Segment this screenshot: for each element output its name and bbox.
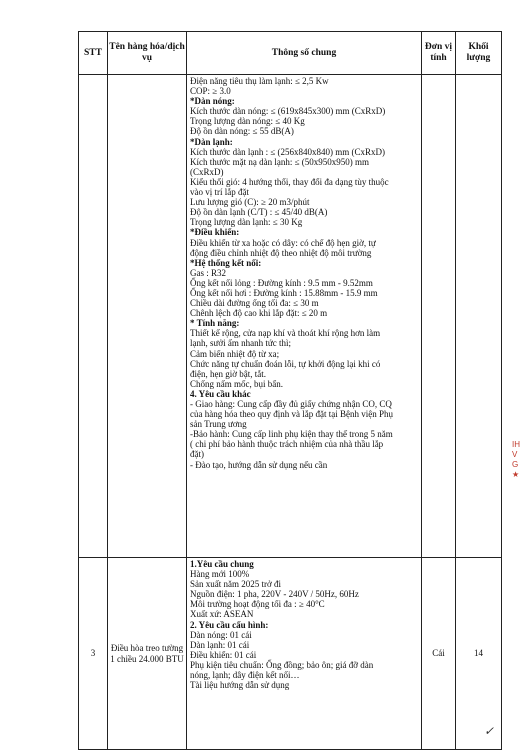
spec-line: Độ ồn dàn lạnh (C/T) : ≤ 45/40 dB(A) [190,207,328,218]
spec-line: Cảm biến nhiệt độ từ xa; [190,348,280,359]
spec-line: Sản xuất năm 2025 trở đi [190,579,281,590]
spec-line: Chiều dài đường ống tối đa: ≤ 30 m [190,298,319,309]
header-unit: Đơn vị tính [422,32,456,75]
unit-cell: Cái [422,558,456,750]
spec-line: Chức năng tự chuẩn đoán lỗi, tự khởi động lại khi có [190,358,381,369]
spec-line: sản Trung ương [190,419,247,430]
spec-section-heading: * Tính năng: [190,318,240,329]
stt-cell-empty [79,75,108,558]
spec-line: đặt) [190,449,204,460]
spec-cell [187,75,422,558]
name-cell-empty [108,75,187,558]
spec-line: Điều khiển từ xa hoặc có dây: có chế độ hẹn giờ, tự [190,237,376,248]
table-header-row [79,32,502,75]
spec-cell [187,558,422,750]
spec-line: Kích thước dàn nóng: ≤ (619x845x300) mm (CxRxD) [190,106,386,117]
spec-line: Xuất xứ: ASEAN [190,609,254,620]
quantity-cell: 14 [456,558,502,750]
spec-section-heading: *Điều khiển: [190,227,240,238]
spec-line: lạnh, sưởi ấm nhanh tức thì; [190,338,291,349]
spec-line: Hàng mới 100% [190,569,250,580]
spec-section-heading: 1.Yêu cầu chung [190,559,254,569]
unit-cell-empty [422,75,456,558]
stamp-fragment-text: G [512,460,519,469]
spec-line: Dàn lạnh: 01 cái [190,639,250,650]
spec-line: Nguồn điện: 1 pha, 220V - 240V / 50Hz, 60Hz [190,589,359,600]
spec-line: Thiết kế rộng, cửa nạp khí và thoát khí rộng hơn làm [190,328,381,339]
spec-line: - Giao hàng: Cung cấp đầy đủ giấy chứng nhận CO, CQ [190,399,392,409]
stt-cell: 3 [79,558,108,750]
spec-line: -Bảo hành: Cung cấp linh phụ kiện thay thế trong 5 năm [190,429,393,440]
stamp-star-icon: ★ [512,470,520,479]
spec-line: Kích thước dàn lạnh : ≤ (256x840x840) mm (CxRxD) [190,146,386,157]
table-row [79,558,502,750]
spec-line: Ống kết nối hơi : Đường kính : 15.88mm - 15.9 mm [190,287,378,298]
qty-cell-empty [456,75,502,558]
spec-line: Trọng lượng dàn lạnh: ≤ 30 Kg [190,217,303,228]
spec-line: Độ ồn dàn nóng: ≤ 55 dB(A) [190,126,294,137]
spec-line: của hàng hóa theo quy định và lắp đặt tại Bệnh viện Phụ [190,409,393,420]
spec-line: Kiểu thổi gió: 4 hướng thổi, thay đổi đa dạng tùy thuộc [190,176,389,187]
spec-line: Trọng lượng dàn nóng: ≤ 40 Kg [190,116,305,127]
spec-section-heading: 2. Yêu cầu cấu hình: [190,619,269,630]
spec-section-heading: *Dàn lạnh: [190,136,233,147]
spec-line: Chống nấm mốc, bụi bẩn. [190,378,283,389]
handwritten-initial-mark: ✓ [484,724,495,738]
spec-line: Ống kết nối lỏng : Đường kính : 9.5 mm - 9.52mm [190,277,373,288]
spec-line: Môi trường hoạt động tối đa : ≥ 40°C [190,599,325,610]
header-specification: Thông số chung [187,32,422,75]
header-stt: STT [79,32,108,75]
spec-line: Chênh lệch độ cao khi lắp đặt: ≤ 20 m [190,308,328,319]
spec-line: động điều chỉnh nhiệt độ theo nhiệt độ môi trường [190,247,372,258]
stamp-fragment-text: V [512,450,518,459]
spec-line: Gas : R32 [190,267,226,278]
spec-line: Phụ kiện tiêu chuẩn: Ống đồng; bảo ôn; giá đỡ dàn [190,659,374,670]
spec-line: Điện năng tiêu thụ làm lạnh: ≤ 2,5 Kw [190,76,329,86]
header-item-name: Tên hàng hóa/dịch vụ [108,32,187,75]
spec-line: vào vị trí lắp đặt [190,187,249,198]
spec-line: nóng, lạnh; dây điện kết nối… [190,670,300,681]
red-stamp-fragment [512,440,530,560]
spec-section-heading: *Hệ thống kết nối: [190,257,262,268]
item-name-cell: Điều hòa treo tường 1 chiều 24.000 BTU [108,558,187,750]
spec-line: Lưu lượng gió (C): ≥ 20 m3/phút [190,197,310,208]
spec-line: COP: ≥ 3.0 [190,86,231,97]
spec-line: ( chi phí bảo hành thuộc trách nhiệm của nhà thầu lắp [190,439,384,450]
spec-line: Điều khiển: 01 cái [190,649,257,660]
spec-section-heading: *Dàn nóng: [190,96,235,107]
header-quantity: Khối lượng [456,32,502,75]
spec-line: (CxRxD) [190,166,224,177]
table-row [79,75,502,558]
specification-table [78,31,502,750]
stamp-fragment-text: IH [512,440,520,449]
spec-line: Dàn nóng: 01 cái [190,629,252,640]
spec-line: Tài liệu hướng dẫn sử dụng [190,680,290,691]
spec-section-heading: 4. Yêu cầu khác [190,388,251,399]
spec-line: Kích thước mặt nạ dàn lạnh: ≤ (50x950x950) mm [190,156,370,167]
spec-line: - Đào tạo, hướng dẫn sử dụng nếu cần [190,459,328,470]
spec-line: điện, hẹn giờ bật, tắt. [190,368,266,379]
